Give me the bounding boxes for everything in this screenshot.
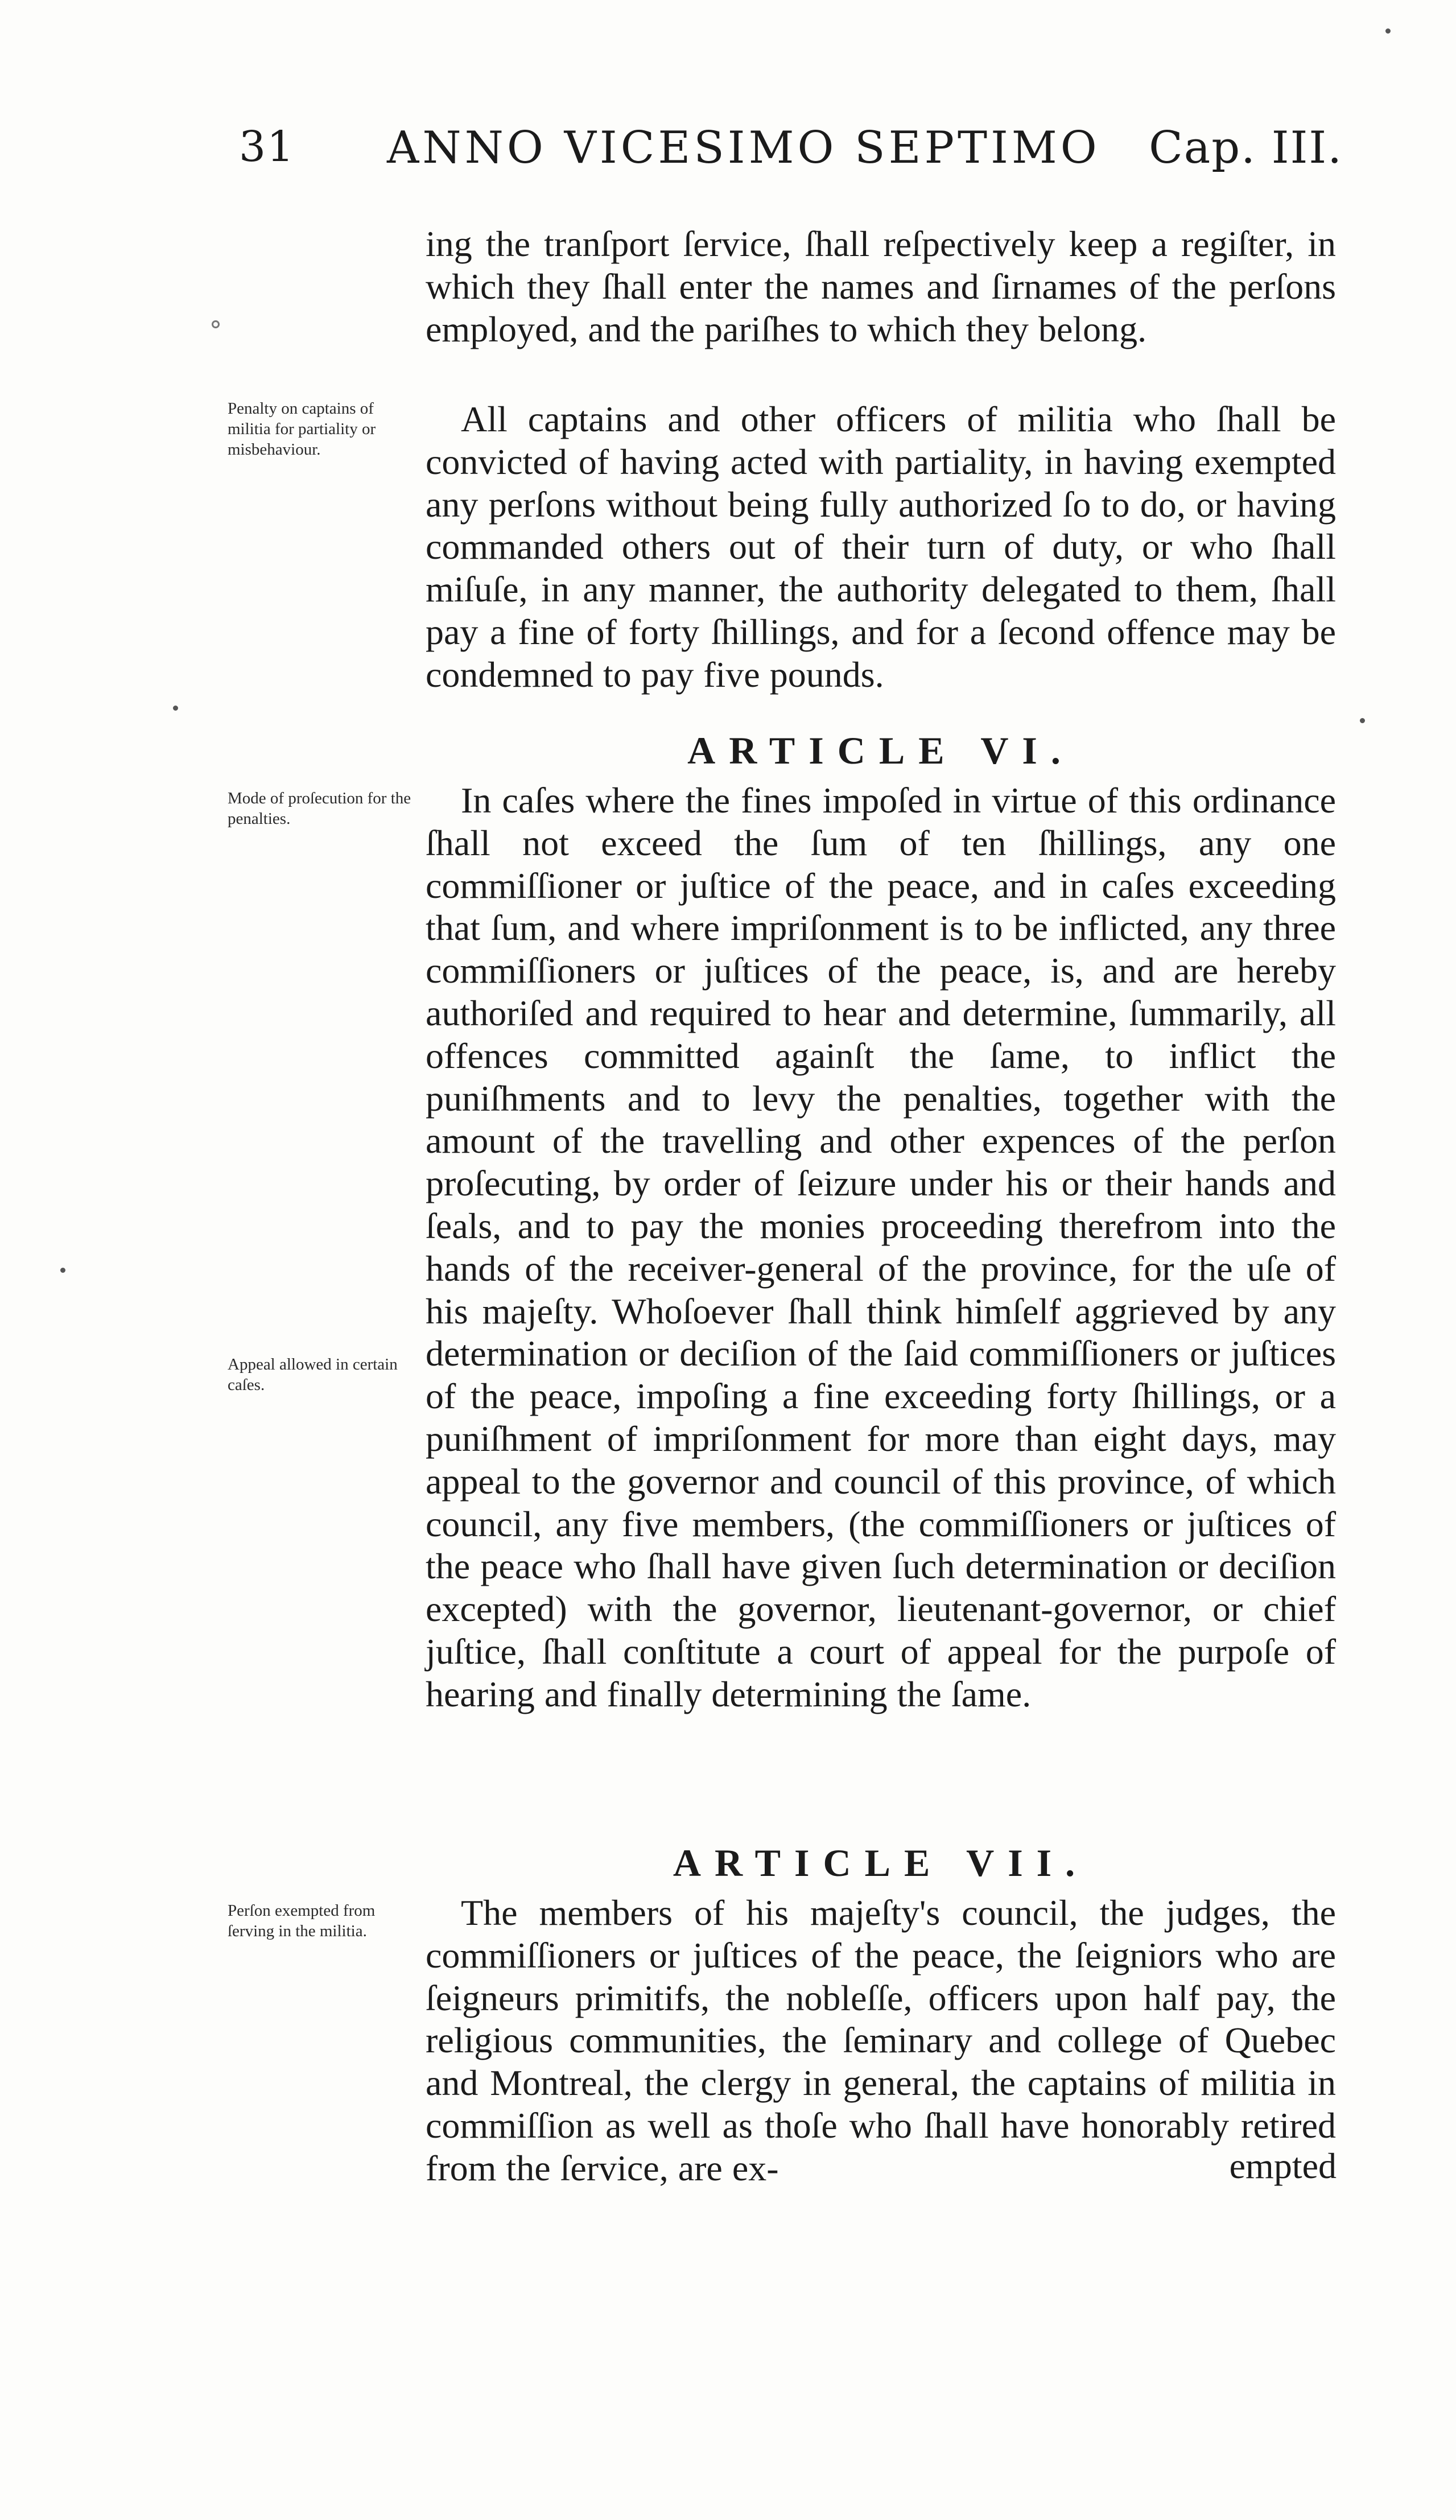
paragraph-article-vi: In caſes where the fines impoſed in virtue of this ordinance ſhall not exceed the ſum of ten ſhillings, any one commiſſioner or juſtice of the peace, and in caſes exceeding that ſum, and where impriſonment is to be inflicted, any three commiſſioners or juſtices of the peace, is, and are hereby authoriſed and required to hear and determine, ſummarily, all offences committed againſt the ſame, to inflict the puniſhments and to levy the penalties, together with the amount of the travelling and other expences of the perſon proſecuting, by order of ſeizure under his or their hands and ſeals, and to pay the monies proceeding therefrom into the hands of the receiver-general of the province, for the uſe of his majeſty. Whoſoever ſhall think himſelf aggrieved by any determination or deciſion of the ſaid commiſſioners or juſtices of the peace, impoſing a fine exceeding forty ſhillings, or a puniſhment of impriſonment for more than eight days, may appeal to the governor and council of this province, of which council, any five members, (the commiſſioners or juſtices of the peace who ſhall have given ſuch determination or deciſion excepted) with the governor, lieutenant-governor, or chief juſtice, ſhall conſtitute a court of appeal for the purpoſe of hearing and finally determining the ſame. (426, 780, 1336, 1714)
paper-speck (1360, 718, 1365, 723)
running-header (239, 122, 1343, 174)
paragraph-penalty: All captains and other officers of militia who ſhall be convicted of having acted with partiality, in having exempted any perſons without being fully authorized ſo to do, or having commanded others out of their turn of duty, or who ſhall miſuſe, in any manner, the authority delegated to them, ſhall pay a fine of forty ſhillings, and for a ſecond offence may be condemned to pay five pounds. (426, 399, 1336, 695)
article-heading-vii: ARTICLE VII. (673, 1841, 1089, 1884)
margin-note-penalty: Penalty on captains of militia for partiality or misbehaviour. (228, 399, 376, 459)
page-number: 31 (239, 122, 295, 171)
margin-note-appeal: Appeal allowed in certain caſes. (228, 1355, 398, 1394)
catchword: empted (1229, 2146, 1337, 2186)
chapter-label: Cap. III. (1149, 122, 1343, 174)
paper-speck (212, 320, 220, 328)
running-title: ANNO VICESIMO SEPTIMO (387, 122, 1100, 174)
paragraph-article-vii: The members of his majeſty's council, the judges, the commiſſioners or juſtices of the peace, the ſeigniors who are ſeigneurs primitifs, the nobleſſe, officers upon half pay, the religious communities, the ſeminary and college of Quebec and Montreal, the clergy in general, the captains of militia in commiſſion as well as thoſe who ſhall have honorably retired from the ſervice, are ex- (426, 1892, 1336, 2188)
margin-note-exemption: Perſon exempted from ſerving in the militia. (228, 1902, 376, 1940)
paper-speck (60, 1268, 65, 1273)
paper-speck (173, 706, 178, 711)
paragraph-continuation: ing the tranſport ſervice, ſhall reſpectively keep a regiſter, in which they ſhall enter the names and ſirnames of the perſons employed, and the pariſhes to which they belong. (426, 224, 1336, 349)
article-heading-vi: ARTICLE VI. (687, 729, 1074, 772)
margin-note-prosecution: Mode of proſecution for the penalties. (228, 789, 411, 828)
paper-speck (1385, 28, 1391, 34)
